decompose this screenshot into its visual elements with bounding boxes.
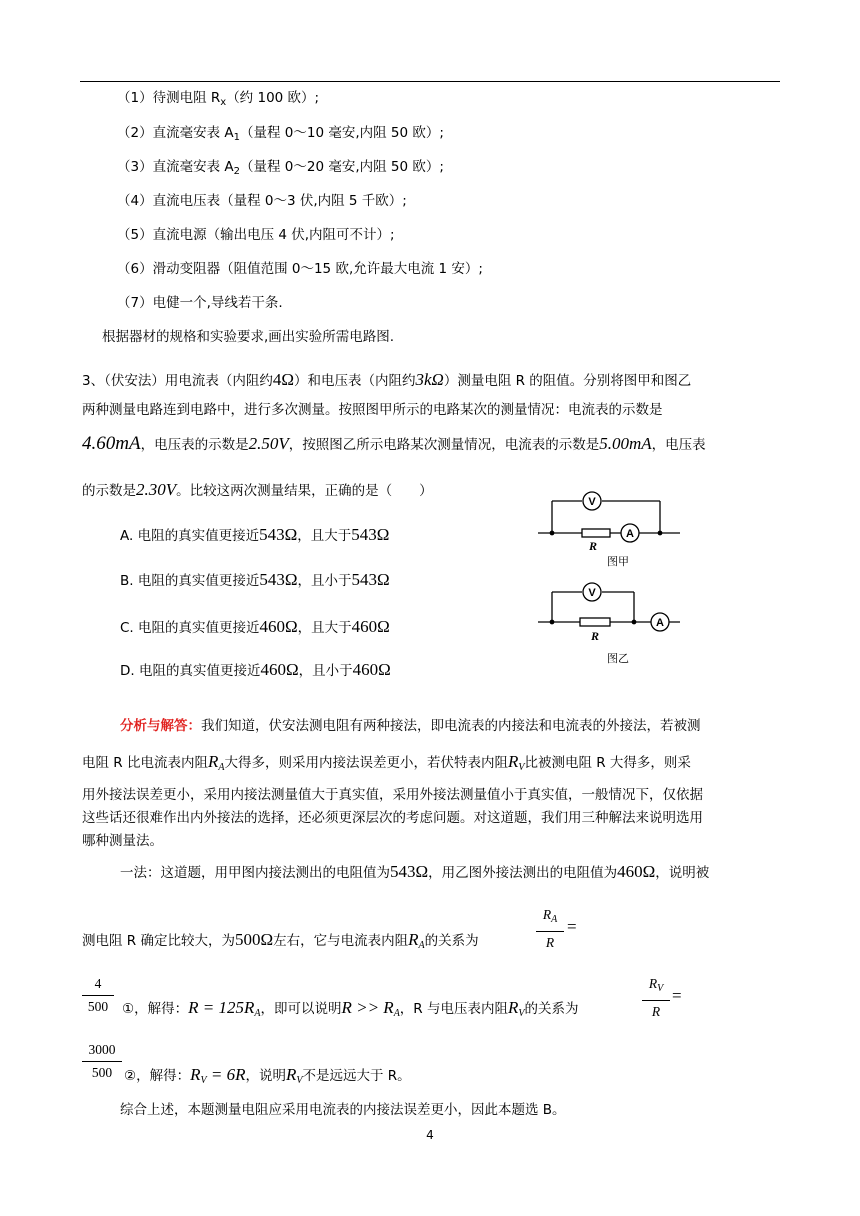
resistor-label: R: [588, 539, 598, 553]
resistor-icon: [582, 529, 610, 537]
analysis-line-2: 电阻 R 比电流表内阻$R_A$大得多，则采用内接法误差更小，若伏特表内阻$R_V$比被测电阻 R 大得多，则采: [82, 752, 691, 773]
fraction-4-over-500: 4 500: [82, 974, 114, 1017]
equipment-item-2: （2）直流毫安表 $A_1$（量程 0～10 毫安,内阻 50 欧）;: [117, 125, 444, 143]
equals-sign-2: =: [672, 986, 682, 1005]
analysis-line-5: 哪种测量法。: [82, 833, 163, 849]
analysis-line-4: 这些话还很难作出内外接法的选择，还必须更深层次的考虑问题。对这道题，我们用三种解法来说明选用: [82, 810, 703, 826]
ammeter-label: A: [626, 528, 634, 540]
page-number: 4: [426, 1128, 434, 1142]
analysis-line-1: 分析与解答：我们知道，伏安法测电阻有两种接法，即电流表的内接法和电流表的外接法，若被测: [120, 718, 701, 734]
instruction: 根据器材的规格和实验要求,画出实验所需电路图.: [102, 329, 395, 345]
junction-dot: [658, 531, 663, 536]
conclusion: 综合上述，本题测量电阻应采用电流表的内接法误差更小，因此本题选 B。: [120, 1102, 566, 1118]
analysis-heading: 分析与解答：: [120, 718, 201, 734]
equipment-item-6: （6）滑动变阻器（阻值范围 0～15 欧,允许最大电流 1 安）;: [117, 261, 483, 277]
option-d[interactable]: D. 电阻的真实值更接近460Ω，且小于460Ω: [120, 660, 391, 679]
circuit-figure-b: [530, 582, 690, 672]
equals-sign-1: =: [567, 917, 577, 936]
junction-dot: [550, 620, 555, 625]
analysis-line-7: 测电阻 R 确定比较大，为500Ω左右，它与电流表内阻$R_A$的关系为: [82, 930, 479, 951]
analysis-line-3: 用外接法误差更小，采用内接法测量值大于真实值，采用外接法测量值小于真实值，一般情况下，仅依据: [82, 787, 703, 803]
q3-line-4: 的示数是2.30V。比较这两次测量结果，正确的是（ ）: [82, 480, 433, 499]
q3-line-1: 3、（伏安法）用电流表（内阻约4Ω）和电压表（内阻约3kΩ）测量电阻 R 的阻值。分别将图甲和图乙: [82, 370, 692, 389]
equipment-item-1: （1）待测电阻 $R_x$（约 100 欧）;: [117, 90, 320, 108]
resistor-icon: [580, 618, 610, 626]
option-c[interactable]: C. 电阻的真实值更接近460Ω，且大于460Ω: [120, 617, 390, 636]
figure-a-caption: 图甲: [607, 555, 629, 568]
equipment-item-4: （4）直流电压表（量程 0～3 伏,内阻 5 千欧）;: [117, 193, 407, 209]
resistor-label: R: [590, 629, 600, 643]
fraction-ra-over-r: $R_A$ R: [536, 905, 564, 953]
equipment-item-5: （5）直流电源（输出电压 4 伏,内阻可不计）;: [117, 227, 395, 243]
q3-line-3: 4.60mA，电压表的示数是2.50V，按照图乙所示电路某次测量情况，电流表的示数是5.00mA，电压表: [82, 433, 706, 454]
equipment-item-7: （7）电健一个,导线若干条.: [117, 295, 283, 311]
fraction-3000-over-500: 3000 500: [82, 1040, 122, 1083]
fraction-rv-over-r: $R_V$ R: [642, 974, 670, 1022]
analysis-line-9: ②，解得：$R_V = 6R$，说明$R_V$不是远远大于 R。: [124, 1065, 411, 1086]
q3-line-2: 两种测量电路连到电路中，进行多次测量。按照图甲所示的电路某次的测量情况：电流表的示数是: [82, 402, 663, 418]
figure-b-caption: 图乙: [607, 652, 629, 665]
option-a[interactable]: A. 电阻的真实值更接近543Ω，且大于543Ω: [120, 525, 390, 544]
junction-dot: [550, 531, 555, 536]
analysis-line-8: ①，解得：$R = 125R_A$，即可以说明$R >> R_A$，R 与电压表内阻$R_V$的关系为: [122, 998, 579, 1019]
equipment-item-3: （3）直流毫安表 $A_2$（量程 0～20 毫安,内阻 50 欧）;: [117, 159, 444, 177]
voltmeter-label: V: [588, 496, 596, 508]
analysis-line-6: 一法：这道题，用甲图内接法测出的电阻值为543Ω，用乙图外接法测出的电阻值为460Ω，说明被: [120, 862, 710, 881]
ammeter-label: A: [656, 617, 664, 629]
header-rule: [80, 81, 780, 82]
junction-dot: [632, 620, 637, 625]
voltmeter-label: V: [588, 587, 596, 599]
option-b[interactable]: B. 电阻的真实值更接近543Ω，且小于543Ω: [120, 570, 390, 589]
circuit-figure-a: [530, 485, 690, 575]
